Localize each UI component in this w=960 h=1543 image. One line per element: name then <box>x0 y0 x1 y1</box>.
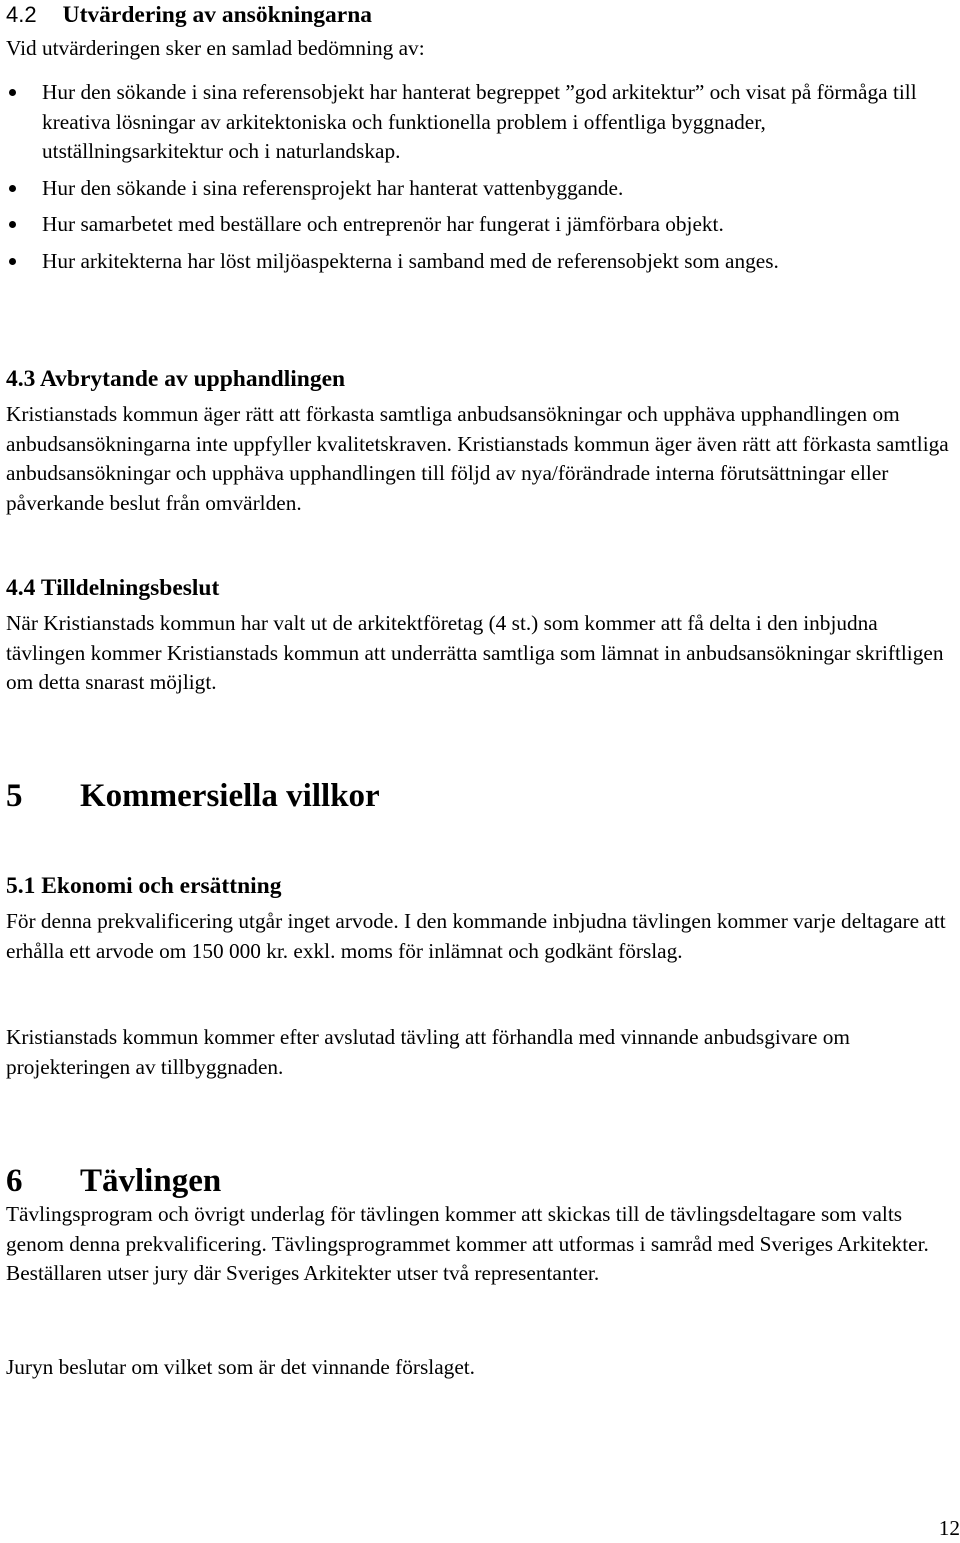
heading-4-2 <box>6 0 952 30</box>
body-6-para1: Tävlingsprogram och övrigt underlag för tävlingen kommer att skickas till de tävlingsdeltagare som valts genom denna prekvalificering. Tävlingsprogrammet kommer att utformas i samråd med Sveriges Arkitekter. Beställaren utser jury där Sveriges Arkitekter utser två representanter. <box>6 1202 929 1286</box>
bullet-icon <box>9 185 16 192</box>
bullet-icon <box>9 258 16 265</box>
list-item-text: Hur den sökande i sina referensprojekt har hanterat vattenbyggande. <box>42 175 624 200</box>
heading-5-1: 5.1 Ekonomi och ersättning <box>6 873 282 899</box>
bullet-icon <box>9 221 16 228</box>
heading-5 <box>6 776 952 816</box>
body-4-3: Kristianstads kommun äger rätt att förkasta samtliga anbudsansökningar och upphäva upphandlingen om anbudsansökningarna inte uppfyller kvalitetskraven. Kristianstads kommun äger även rätt att förkasta samtliga anbudsansökningar och upphäva upphandlingen till följd av nya/förändrade interna förutsättningar eller påverkande beslut från omvärlden. <box>6 402 949 515</box>
page-number: 12 <box>938 1516 960 1540</box>
bullet-icon <box>9 89 16 96</box>
list-item-text: Hur samarbetet med beställare och entreprenör har fungerat i jämförbara objekt. <box>42 212 724 237</box>
list-item <box>6 174 952 204</box>
heading-6-number: 6 <box>6 1163 23 1199</box>
list-item-text: Hur den sökande i sina referensobjekt har hanterat begreppet ”god arkitektur” och visat på förmåga till kreativa lösningar av arkitektoniska och funktionella problem i offentliga byggnader, utställningsarkitektur och i naturlandskap. <box>42 80 917 164</box>
list-item <box>6 247 952 277</box>
heading-4-2-number: 4.2 <box>6 2 37 27</box>
heading-4-2-title: Utvärdering av ansökningarna <box>62 2 373 28</box>
body-4-4: När Kristianstads kommun har valt ut de arkitektföretag (4 st.) som kommer att få delta i den inbjudna tävlingen kommer Kristianstads kommun att underrätta samtliga som lämnat in anbudsansökningar skriftligen om detta snarast möjligt. <box>6 611 944 695</box>
body-5-1-para2: Kristianstads kommun kommer efter avslutad tävling att förhandla med vinnande anbudsgivare om projekteringen av tillbyggnaden. <box>6 1025 850 1079</box>
heading-4-3: 4.3 Avbrytande av upphandlingen <box>6 366 346 392</box>
list-item <box>6 78 952 167</box>
heading-4-4: 4.4 Tilldelningsbeslut <box>6 575 220 601</box>
heading-5-title: Kommersiella villkor <box>80 778 380 814</box>
heading-6 <box>6 1161 952 1201</box>
heading-5-number: 5 <box>6 778 23 814</box>
list-item-text: Hur arkitekterna har löst miljöaspekterna i samband med de referensobjekt som anges. <box>42 248 779 273</box>
body-5-1-para1: För denna prekvalificering utgår inget arvode. I den kommande inbjudna tävlingen kommer varje deltagare att erhålla ett arvode om 150 000 kr. exkl. moms för inlämnat och godkänt förslag. <box>6 909 946 963</box>
criteria-list <box>6 78 952 277</box>
heading-6-title: Tävlingen <box>80 1163 222 1199</box>
list-item <box>6 210 952 240</box>
intro-4-2: Vid utvärderingen sker en samlad bedömning av: <box>6 36 425 60</box>
body-6-para2: Juryn beslutar om vilket som är det vinnande förslaget. <box>6 1355 476 1379</box>
